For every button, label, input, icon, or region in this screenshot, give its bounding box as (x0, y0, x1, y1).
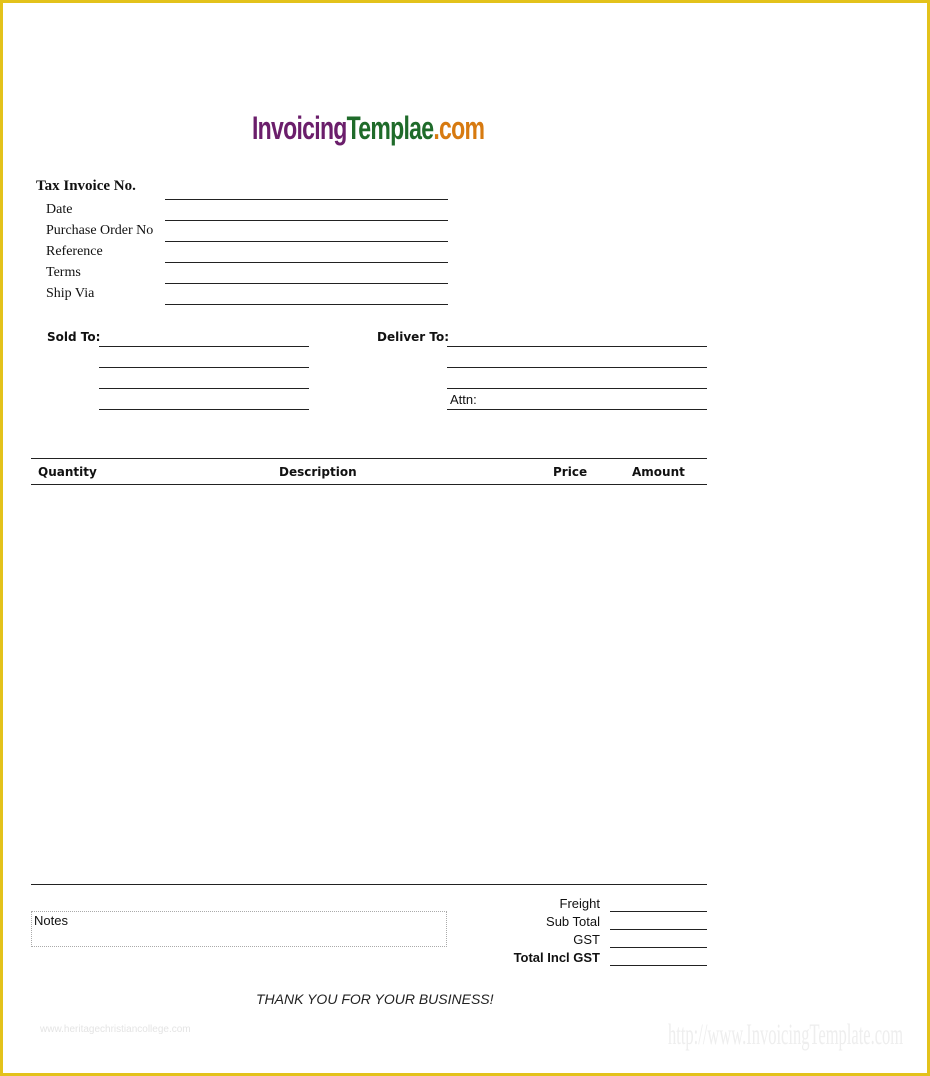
column-header-amount: Amount (632, 465, 685, 479)
subtotal-field[interactable] (610, 929, 707, 930)
field-reference[interactable] (165, 262, 448, 263)
watermark-right: http://www.InvoicingTemplate.com (668, 1018, 904, 1051)
sold-to-line-4[interactable] (99, 409, 309, 410)
field-ship-via[interactable] (165, 304, 448, 305)
field-label-date: Date (46, 202, 73, 217)
table-body[interactable] (31, 486, 707, 882)
table-header-rule (31, 484, 707, 485)
field-label-terms: Terms (46, 265, 81, 280)
watermark-left: www.heritagechristiancollege.com (40, 1024, 191, 1035)
field-terms[interactable] (165, 283, 448, 284)
deliver-to-line-4[interactable] (447, 409, 707, 410)
table-bottom-rule (31, 884, 707, 885)
notes-box[interactable] (31, 911, 447, 947)
field-label-reference: Reference (46, 244, 103, 259)
deliver-to-line-3[interactable] (447, 388, 707, 389)
invoice-title: Tax Invoice No. (36, 178, 136, 194)
column-header-price: Price (553, 465, 588, 479)
column-header-quantity: Quantity (38, 465, 97, 479)
gst-label: GST (573, 932, 600, 947)
deliver-to-line-2[interactable] (447, 367, 707, 368)
gst-field[interactable] (610, 947, 707, 948)
field-label-ship-via: Ship Via (46, 286, 95, 301)
deliver-to-line-1[interactable] (447, 346, 707, 347)
logo (252, 110, 484, 147)
freight-label: Freight (559, 896, 600, 911)
field-date[interactable] (165, 220, 448, 221)
invoice-no-field[interactable] (165, 199, 448, 200)
field-label-po: Purchase Order No (46, 223, 154, 238)
logo-part-2: Templae (346, 110, 434, 146)
table-top-rule (31, 458, 707, 459)
sold-to-line-2[interactable] (99, 367, 309, 368)
field-po[interactable] (165, 241, 448, 242)
freight-field[interactable] (610, 911, 707, 912)
sold-to-line-1[interactable] (99, 346, 309, 347)
total-incl-gst-field[interactable] (610, 965, 707, 966)
subtotal-label: Sub Total (546, 914, 600, 929)
sold-to-label: Sold To: (47, 330, 101, 344)
thank-you-message: THANK YOU FOR YOUR BUSINESS! (256, 991, 494, 1007)
sold-to-line-3[interactable] (99, 388, 309, 389)
notes-label: Notes (34, 913, 68, 928)
total-incl-gst-label: Total Incl GST (513, 950, 600, 965)
column-header-description: Description (279, 465, 357, 479)
logo-part-3: .com (433, 110, 485, 146)
logo-part-1: Invoicing (252, 110, 347, 146)
attn-label: Attn: (450, 392, 477, 407)
deliver-to-label: Deliver To: (377, 330, 450, 344)
